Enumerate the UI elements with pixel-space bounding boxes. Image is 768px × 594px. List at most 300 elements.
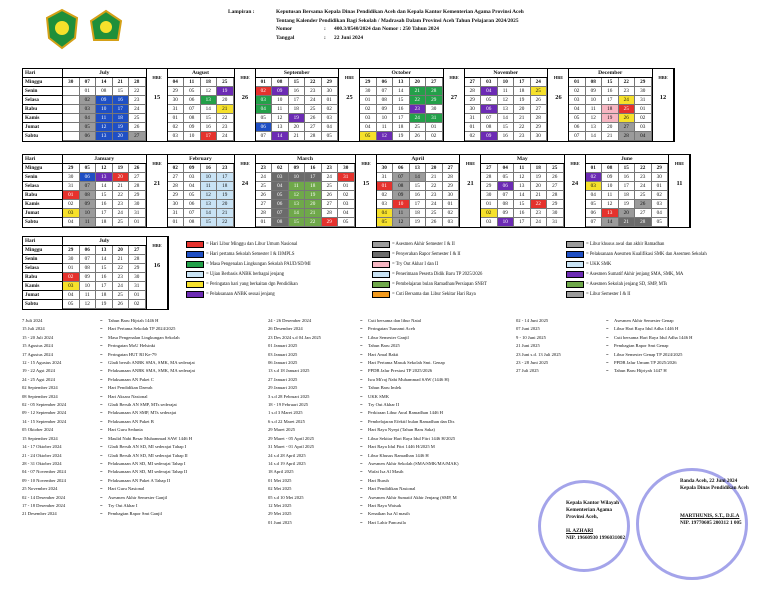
date-cell: 19 [602,114,619,123]
date-cell: 01 [129,218,146,227]
date-cell: 30 [129,273,146,282]
legend-text: = Pelaksanaan Asesmen Kualifikasi SMK dan Asesmen Sekolah [586,252,707,257]
date-cell: 02 [338,191,355,200]
date-cell: 03 [360,114,377,123]
kemenag-logo [88,8,124,54]
event-date: 19 - 22 Agst 2024 [22,368,55,374]
effective-days-count: 27 [450,94,458,101]
calendar-legend [186,241,768,303]
date-cell: 07 [393,173,410,182]
week-sunday: 23 [217,164,234,173]
date-cell: 22 [426,182,443,191]
month-may [481,155,586,227]
date-cell: 19 [393,132,410,141]
month-december [569,69,674,141]
week-sunday: 22 [305,78,322,87]
event-row [516,342,754,350]
month-january [63,155,168,227]
signature-left: Kepala Kantor Wilayah Kementerian Agama Provinsi Aceh, H. AZHARI NIP. 19660930 1996031002 [566,500,626,541]
date-cell: 07 [272,209,289,218]
event-sep: = [100,351,103,357]
date-cell: 20 [531,182,548,191]
event-sep: = [606,360,609,366]
date-cell: 25 [635,191,652,200]
event-row [268,468,504,476]
legend-item [186,261,311,268]
date-cell: 22 [113,264,130,273]
event-desc: Cuti bersama dan libur Natal [368,318,422,323]
event-date: 15 Juli 2024 [22,326,45,332]
date-cell: 10 [272,96,289,105]
date-cell: 28 [129,255,146,264]
date-cell: 06 [256,123,273,132]
event-row [268,443,504,451]
event-date: 6 s.d 22 Maret 2025 [268,418,305,424]
event-sep: = [360,334,363,340]
date-cell: 30 [531,132,548,141]
date-cell: 06 [80,173,97,182]
event-sep: = [606,318,609,323]
date-cell: 26 [426,218,443,227]
legend-swatch [372,271,390,278]
event-date: 25 November 2024 [22,486,58,492]
date-cell: 27 [547,182,564,191]
date-cell: 17 [217,173,234,182]
date-cell: 13 [96,132,113,141]
date-cell: 15 [514,200,531,209]
date-cell: 20 [217,96,234,105]
date-cell: 16 [113,96,130,105]
event-row [268,409,504,417]
date-cell: 12 [80,300,97,309]
event-desc: Tahun Baru Hijriyah 1447 H [614,368,667,374]
month-april [377,155,482,227]
date-cell: 31 [635,96,652,105]
month-name: June [586,155,669,164]
event-row [22,367,258,375]
date-cell: 16 [514,209,531,218]
date-cell: 15 [498,123,515,132]
date-cell: 24 [113,209,130,218]
date-cell: 30 [168,96,185,105]
week-sunday: 04 [168,78,185,87]
event-date: 01 Januari 2025 [268,343,298,349]
legend-text: = Libur khusus awal dan akhir Ramadhan [586,242,665,247]
event-row [268,384,504,392]
event-date: 23 Des 2024 s.d 04 Jan 2025 [268,334,321,340]
event-date: 15 September 2024 [22,435,58,441]
day-label: Sabtu [25,219,38,225]
month-name: December [569,69,652,78]
date-cell: 24 [113,282,130,291]
date-cell: 02 [63,273,80,282]
date-cell: 31 [129,209,146,218]
date-cell: 31 [465,114,482,123]
event-row [268,510,504,518]
date-cell: 12 [498,96,515,105]
date-cell: 05 [338,218,355,227]
event-desc: Pembagian Rapor Smt Ganjil [108,511,162,517]
week-sunday: 23 [256,164,273,173]
event-sep: = [100,343,103,349]
date-cell: 30 [547,209,564,218]
legend-item [566,241,664,248]
date-cell: 10 [80,209,97,218]
date-cell: 26 [113,300,130,309]
date-cell: 05 [481,96,498,105]
event-date: 14 - 17 Oktober 2024 [22,444,62,450]
event-row [268,426,504,434]
date-cell: 19 [531,173,548,182]
week-sunday: 29 [63,246,80,255]
event-row [268,502,504,510]
date-cell: 26 [322,191,339,200]
week-sunday: 19 [113,164,130,173]
month-name: August [168,69,234,78]
event-date: 01 Mei 2025 [268,477,292,483]
date-cell: 03 [586,182,603,191]
legend-text: = Cuti Bersama dan Libur Sekitar Hari Raya [392,292,476,297]
effective-days-count: 21 [153,180,161,187]
date-cell: 22 [217,114,234,123]
legend-text: = Asesmen Akhir Semester I & II [392,242,455,247]
day-label: Hari [23,69,62,78]
date-cell: 03 [256,96,273,105]
date-cell: 08 [481,123,498,132]
month-name: October [360,69,443,78]
event-sep: = [360,351,363,357]
date-cell: 08 [80,191,97,200]
event-desc: Perkiraan Libur Awal Ramadhan 1446 H [368,410,443,416]
week-sunday: 08 [586,78,603,87]
event-date: 02 - 05 September 2024 [22,402,67,408]
legend-swatch [372,291,390,298]
date-cell: 18 [289,105,306,114]
event-row [22,317,258,325]
date-cell: 10 [586,96,603,105]
date-cell: 18 [113,114,130,123]
effective-days-count: 15 [362,180,370,187]
date-cell: 14 [410,173,427,182]
week-sunday: 20 [410,78,427,87]
date-cell: 21 [113,182,130,191]
date-cell: 03 [338,200,355,209]
date-cell: 12 [514,173,531,182]
week-sunday: 18 [531,164,548,173]
week-sunday: 16 [201,164,218,173]
event-desc: Hari Pertama Masuk Sekolah Smt. Genap [368,360,445,366]
event-desc: Gladi Bersih AN SMP, MTs sederajat [108,402,177,408]
date-cell: 24 [410,114,427,123]
week-sunday: 27 [481,164,498,173]
event-date: 1 s.d 3 Maret 2025 [268,410,303,416]
event-row [268,435,504,443]
date-cell: 10 [289,173,306,182]
event-sep: = [606,334,609,340]
event-row [268,317,504,325]
event-desc: Libur Semester Genap TP 2024/2025 [614,351,683,357]
date-cell: 15 [201,114,218,123]
date-cell: 13 [96,173,113,182]
date-cell: 31 [63,182,80,191]
event-sep: = [100,502,103,508]
hbe-column [234,155,256,227]
event-sep: = [360,402,363,408]
date-cell: 25 [113,218,130,227]
date-cell: 05 [63,300,80,309]
date-cell: 14 [393,87,410,96]
month-september [256,69,361,141]
date-cell: 30 [443,191,460,200]
day-label: Selasa [23,182,62,191]
hbe-column [652,69,674,141]
event-row [22,468,258,476]
event-desc: Asesmen Akhir Semester Ganjil [108,494,168,500]
date-cell: 01 [377,182,394,191]
month-march [256,155,377,227]
date-cell: 08 [393,182,410,191]
date-cell: 30 [129,200,146,209]
date-cell: 30 [63,173,80,182]
date-cell: 08 [377,96,394,105]
day-label: Jumat [23,123,62,132]
legend-swatch [566,241,584,248]
date-cell: 24 [256,173,273,182]
date-cell: 16 [96,200,113,209]
date-cell: 26 [129,123,146,132]
event-date: 7 Juli 2024 [22,318,43,323]
date-cell: 17 [410,200,427,209]
event-desc: Peringatan MoU Helsinki [108,343,156,349]
date-cell: 23 [113,200,130,209]
date-cell: 21 [619,218,636,227]
month-name: February [168,155,234,164]
date-cell [63,123,80,132]
day-label: Rabu [23,191,62,200]
date-cell: 23 [129,96,146,105]
hbe-label: HBE [674,161,685,166]
date-cell: 29 [129,191,146,200]
date-cell: 18 [514,87,531,96]
event-date: 23 Juni s.d. 13 Juli 2025 [516,351,561,357]
effective-days-count: 15 [153,94,161,101]
date-cell: 28 [168,182,185,191]
date-cell: 03 [168,132,185,141]
date-cell: 04 [569,105,586,114]
legend-text: = Libur Semester I & II [586,292,631,297]
event-sep: = [360,326,363,332]
event-desc: Peringatan Tsunami Aceh [368,326,416,332]
date-cell: 04 [80,114,97,123]
date-cell: 18 [217,182,234,191]
date-cell: 28 [256,209,273,218]
week-sunday: 20 [426,164,443,173]
month-name: September [256,69,339,78]
date-cell: 13 [514,182,531,191]
event-row [268,401,504,409]
date-cell: 14 [96,255,113,264]
event-date: 03 Januari 2025 [268,351,298,357]
date-cell: 22 [129,87,146,96]
event-date: 12 Mei 2025 [268,502,292,508]
hbe-column [459,155,481,227]
effective-days-count: 25 [346,94,353,101]
event-sep: = [360,502,363,508]
date-cell: 12 [272,114,289,123]
date-cell: 08 [184,114,201,123]
week-sunday: 25 [547,164,564,173]
legend-swatch [372,261,390,268]
date-cell: 05 [322,132,339,141]
week-sunday: 30 [377,164,394,173]
event-desc: Libur Hari Raya Idul Adha 1446 H [614,326,679,332]
date-cell: 08 [272,218,289,227]
date-cell: 03 [481,218,498,227]
date-cell: 12 [602,200,619,209]
hbe-column [338,69,360,141]
date-cell: 21 [217,209,234,218]
date-cell: 30 [635,87,652,96]
legend-item [186,281,298,288]
day-label: Sabtu [25,301,38,307]
event-desc: Hari Pendidikan Daerah [108,385,153,391]
date-cell: 06 [498,182,515,191]
date-cell: 10 [201,173,218,182]
event-desc: Hari Raya Idul Fitri 1446 H/2025 M [368,444,435,450]
date-cell: 03 [569,96,586,105]
date-cell: 05 [360,132,377,141]
date-cell: 08 [96,87,113,96]
date-cell: 01 [80,87,97,96]
event-date: 21 Desember 2024 [22,511,57,517]
event-row [268,342,504,350]
date-cell: 18 [602,105,619,114]
legend-swatch [372,251,390,258]
date-cell: 06 [184,200,201,209]
date-cell: 04 [256,105,273,114]
week-sunday: 06 [80,246,97,255]
month-february [168,155,256,227]
event-sep: = [100,460,103,466]
day-label: Kamis [23,114,62,123]
event-date: 12 - 15 Agustus 2024 [22,360,62,366]
date-cell: 10 [393,200,410,209]
hbe-column [146,237,168,309]
date-cell: 03 [272,173,289,182]
date-cell: 01 [63,264,80,273]
date-cell: 21 [514,114,531,123]
date-cell: 01 [129,291,146,300]
event-row [268,418,504,426]
month-august [168,69,256,141]
date-cell: 02 [443,209,460,218]
signature-right: Banda Aceh, 22 Juni 2024 Kepala Dinas Pendidikan Aceh MARTHUNIS, S.T., D.E.A NIP. 19770605 200312 1 005 [680,478,749,526]
date-cell: 26 [635,200,652,209]
date-cell: 16 [96,273,113,282]
date-cell: 31 [426,114,443,123]
legend-swatch [186,271,204,278]
event-sep: = [360,435,363,441]
date-cell: 05 [377,218,394,227]
date-cell: 01 [635,105,652,114]
date-cell: 09 [377,105,394,114]
date-cell: 11 [272,105,289,114]
date-cell: 09 [96,96,113,105]
date-cell: 12 [393,218,410,227]
event-desc: Pelaksanaan AN Paket C [108,376,154,382]
date-cell: 20 [113,132,130,141]
date-cell: 07 [498,191,515,200]
event-date: 05 s.d 10 Mei 2025 [268,494,304,500]
date-cell: 25 [256,182,273,191]
date-cell: 14 [96,182,113,191]
date-cell: 28 [426,87,443,96]
date-cell: 30 [426,105,443,114]
date-cell: 14 [586,132,603,141]
date-cell: 25 [531,87,548,96]
event-date: 26 Desember 2024 [268,326,303,332]
date-cell: 13 [498,105,515,114]
week-sunday: 06 [377,78,394,87]
effective-days-count: 11 [676,180,683,187]
week-sunday: 29 [360,78,377,87]
event-sep: = [100,318,103,323]
date-cell: 25 [129,114,146,123]
event-sep: = [360,343,363,349]
hbe-label: HBE [152,75,162,80]
date-cell: 02 [426,132,443,141]
event-desc: Gladi bersih ANBK SMA, SMK, MA sederajat [108,360,195,366]
event-sep: = [100,486,103,492]
event-sep: = [360,444,363,450]
date-cell: 01 [168,114,185,123]
date-cell: 17 [393,114,410,123]
event-date: 02 Mei 2025 [268,486,292,492]
event-list-3 [516,317,754,376]
date-cell: 03 [377,200,394,209]
date-cell: 10 [498,218,515,227]
legend-text: = Peringatan hari yang berkaitan dgn Pendidikan [206,282,298,287]
legend-item [566,261,611,268]
date-cell: 13 [602,209,619,218]
hbe-label: HBE [152,161,162,166]
date-cell: 04 [360,123,377,132]
event-sep: = [100,469,103,475]
date-cell: 03 [443,218,460,227]
date-cell: 09 [393,191,410,200]
date-cell: 01 [481,200,498,209]
date-cell: 18 [96,218,113,227]
date-cell: 31 [129,282,146,291]
week-sunday: 26 [129,164,146,173]
event-row [22,418,258,426]
date-cell: 22 [305,218,322,227]
event-date: 9 - 10 Juni 2025 [516,334,546,340]
legend-swatch [566,291,584,298]
date-cell: 02 [465,132,482,141]
event-row [22,443,258,451]
date-cell: 27 [305,123,322,132]
date-cell: 30 [481,191,498,200]
day-label: Senin [23,173,62,182]
date-cell: 13 [586,123,603,132]
lampiran-label: Lampiran : [228,9,255,15]
date-cell: 11 [96,114,113,123]
event-sep: = [606,368,609,374]
effective-days-count: 26 [555,94,562,101]
event-row [22,351,258,359]
legend-item [186,271,284,278]
